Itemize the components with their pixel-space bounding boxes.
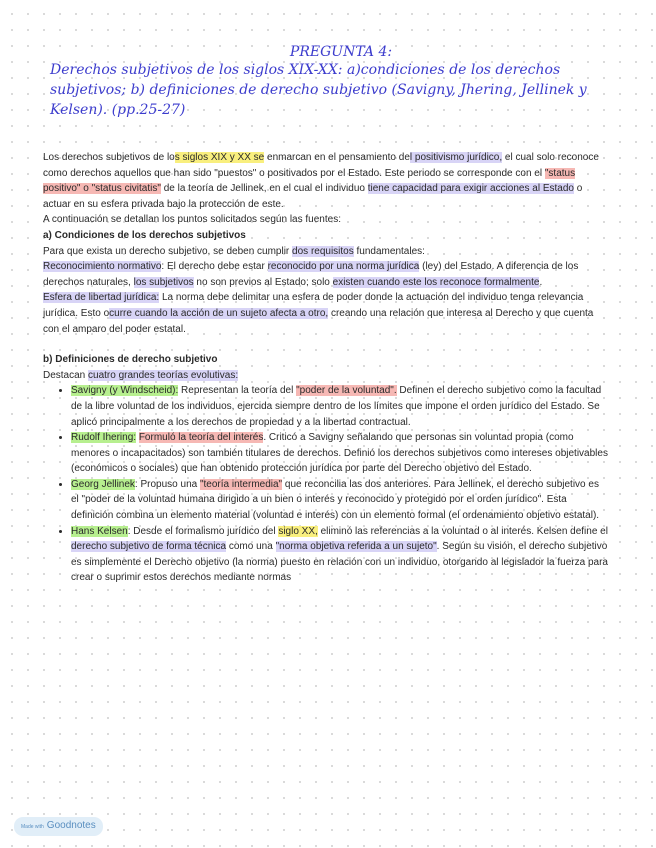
condition-normative — [43, 259, 609, 290]
highlight: Rudolf Ihering: — [71, 432, 137, 444]
question-number: PREGUNTA 4: — [289, 44, 393, 60]
text: que reconcilia las dos anteriores. Para Jellinek, el derecho subjetivo es el "poder de la voluntad humana dirigido a un bien o interés y reconocido y protegido por el orden jurídico". Esta definición combina un elemento material (voluntad e interés) con un elemento formal (el ordenamiento objetivo estatal). — [71, 478, 600, 522]
note-body — [43, 150, 609, 586]
goodnotes-badge[interactable] — [14, 817, 103, 836]
section-a-heading: a) Condiciones de los derechos subjetivos — [43, 229, 246, 241]
text: creando una relación que interesa al Derecho y que cuenta con el amparo del poder estatal. — [43, 307, 594, 335]
text: : El derecho debe estar — [161, 261, 268, 273]
text: no son previos al Estado; solo — [193, 276, 333, 288]
theories-list — [43, 383, 609, 586]
condition-freedom — [43, 290, 609, 337]
list-item-kelsen — [71, 524, 609, 586]
highlight: siglo XX, — [278, 525, 318, 537]
question-heading: Derechos subjetivos de los siglos XIX-XX: a)condiciones de los derechos subjetivos; b) definiciones de derecho subjetivo (Savigny, Jhering, Jellinek y Kelsen). (pp.25-27) — [50, 62, 587, 118]
text: como una — [226, 541, 276, 553]
intro-paragraph — [43, 150, 609, 212]
text: . Según su visión, el derecho subjetivo es simplemente el Derecho objetivo (la norma) puesto en relación con un individuo, otorgando al legislador la fuerza para crear o suprimir estos derechos mediante normas — [71, 541, 608, 584]
highlight: Formuló la teoría del interés — [138, 432, 264, 444]
spacer — [43, 337, 609, 352]
text: o actuar en su esfera privada bajo la protección de este. — [43, 183, 583, 210]
highlight: Hans Kelsen — [71, 525, 128, 537]
highlight: Reconocimiento normativo — [43, 261, 162, 273]
highlight: Esfera de libertad jurídica: — [43, 292, 160, 304]
highlight: "norma objetiva referida a un sujeto" — [275, 541, 437, 553]
text: fundamentales: — [353, 245, 425, 257]
text: Representan la teoría del — [178, 385, 297, 397]
highlight: "teoría intermedia" — [199, 478, 283, 490]
brand-label: Goodnotes — [46, 820, 96, 831]
list-item-jellinek — [71, 477, 609, 524]
text: Los derechos subjetivos de lo — [43, 152, 175, 163]
highlight: "status positivo" o "status civitatis" — [43, 167, 576, 195]
highlight: "poder de la voluntad". — [296, 385, 397, 397]
intro-lead: A continuación se detallan los puntos solicitados según las fuentes: — [43, 214, 341, 226]
text: Definen el derecho subjetivo como la facultad de la libre voluntad de los individuos, ejercida siempre dentro de los límites que impone el orden jurídico del Estado. Se aplicó principalmente a los derechos de propiedad y a la libertad contractual. — [71, 385, 602, 428]
text: enmarcan en el pensamiento de — [264, 152, 410, 163]
highlight: cuatro grandes teorías evolutivas: — [88, 369, 239, 381]
section-b-lead — [43, 368, 609, 384]
text: : Propuso una — [134, 478, 200, 490]
highlight: s siglos XIX y XX se — [174, 152, 265, 163]
text: : Desde el formalismo jurídico del — [127, 525, 279, 537]
highlight: reconocido por una norma jurídica — [267, 261, 420, 273]
list-item-ihering — [71, 430, 609, 477]
text: . Criticó a Savigny señalando que personas sin voluntad propia (como menores o incapacitados) son también titulares de derechos. Definió los derechos subjetivos como intereses objetivables (económicos o sociales) que han obtenido protección jurídica por parte del Derecho objetivo del Estado. — [71, 432, 608, 475]
list-item-savigny — [71, 383, 609, 430]
highlight: dos requisitos — [292, 245, 354, 257]
text: (ley) del Estado. A diferencia de los derechos naturales, — [43, 261, 579, 288]
text: de la teoría de Jellinek, en el cual el individuo — [160, 183, 368, 195]
highlight: tiene capacidad para exigir acciones al Estado — [367, 183, 574, 195]
highlight: l positivismo jurídico, — [409, 152, 503, 163]
text: el cual solo reconoce como derechos aquellos que han sido "puestos" o positivados por el Estado. Este periodo se corresponde con el — [43, 152, 599, 179]
text: eliminó las referencias a la voluntad o al interés. Kelsen define el — [317, 525, 608, 537]
highlight: derecho subjetivo de forma técnica — [71, 541, 227, 553]
made-with-label: Made with — [21, 824, 44, 830]
highlight: Savigny (y Windscheid): — [71, 385, 179, 397]
section-a-lead — [43, 244, 609, 260]
question-title — [43, 44, 609, 120]
highlight: curre cuando la acción de un sujeto afecta a otro, — [109, 307, 329, 319]
text: La norma debe delimitar una esfera de poder donde la actuación del individuo tenga relevancia jurídica. Esto o — [43, 292, 584, 319]
highlight: existen cuando este los reconoce formalmente — [332, 276, 540, 288]
text: Destacan — [43, 369, 89, 381]
text: . — [539, 276, 543, 288]
highlight: Georg Jellinek — [71, 478, 135, 490]
note-page — [43, 44, 609, 586]
text: Para que exista un derecho subjetivo, se deben cumplir — [43, 245, 293, 257]
section-b-heading: b) Definiciones de derecho subjetivo — [43, 354, 218, 366]
highlight: los subjetivos — [133, 276, 194, 288]
